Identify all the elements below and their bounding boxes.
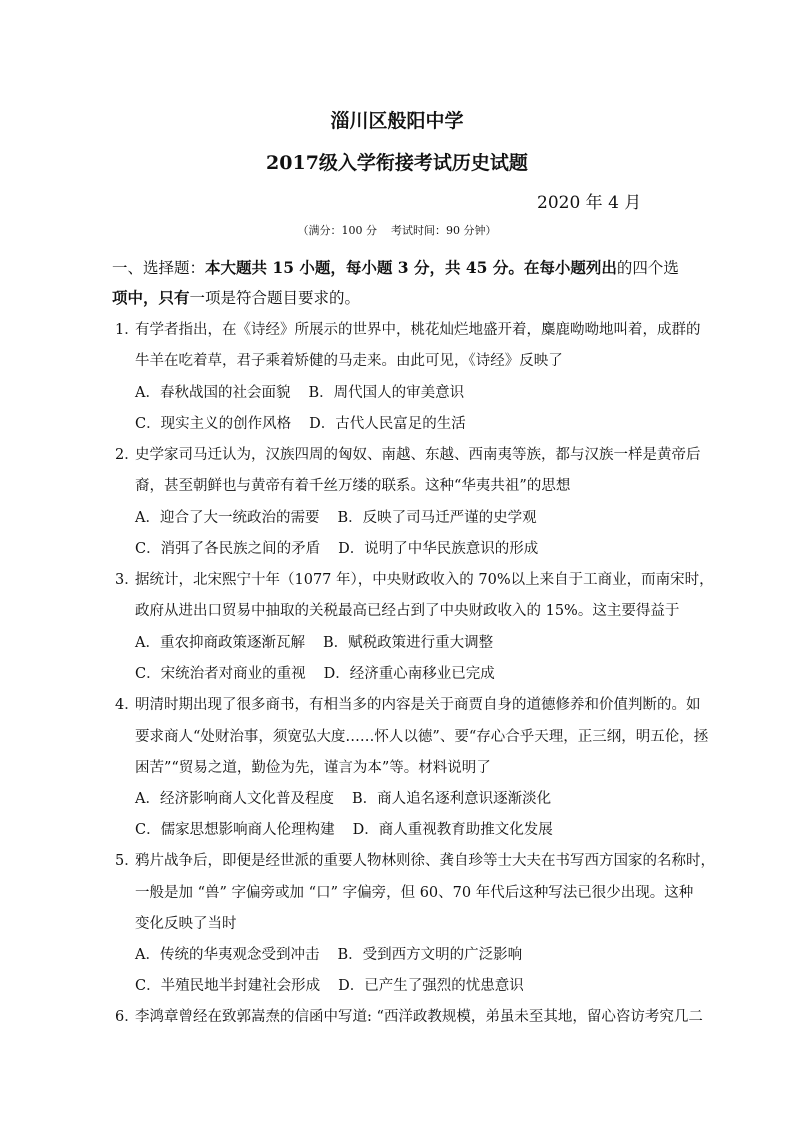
option-c: C．消弭了各民族之间的矛盾 <box>135 541 321 557</box>
option-c: C．宋统治者对商业的重视 <box>135 666 306 682</box>
section-label: 一、选择题： <box>112 259 206 277</box>
question-3-options-row-2 <box>135 662 495 683</box>
option-a: A．经济影响商人文化普及程度 <box>135 791 334 807</box>
option-b: B．周代国人的审美意识 <box>308 385 465 401</box>
question-2-options-row-1 <box>135 506 537 527</box>
question-text: 有学者指出，在《诗经》所展示的世界中，桃花灿烂地盛开着，麋鹿呦呦地叫着，成群的 <box>135 322 701 338</box>
option-c: C．儒家思想影响商人伦理构建 <box>135 822 335 838</box>
option-a: A．春秋战国的社会面貌 <box>135 385 291 401</box>
question-number: 6． <box>115 1009 139 1025</box>
question-1-options-row-2 <box>135 412 466 433</box>
question-6-line-1 <box>115 1005 703 1026</box>
option-b: B．赋税政策进行重大调整 <box>322 635 494 651</box>
question-1-line-2: 牛羊在吃着草，君子乘着矫健的马走来。由此可见，《诗经》反映了 <box>135 353 563 369</box>
option-a: A．传统的华夷观念受到冲击 <box>135 947 320 963</box>
question-5-line-3: 变化反映了当时 <box>135 916 237 932</box>
question-number: 1． <box>115 322 139 338</box>
section-instructions: 的四个选 <box>616 259 679 277</box>
option-d: D．古代人民富足的生活 <box>309 416 466 432</box>
question-number: 3． <box>115 572 139 588</box>
exam-date: 2020 年 4 月 <box>537 193 642 213</box>
option-d: D．经济重心南移业已完成 <box>323 666 495 682</box>
option-a: A．迎合了大一统政治的需要 <box>135 510 320 526</box>
option-c: C．现实主义的创作风格 <box>135 416 292 432</box>
question-text: 明清时期出现了很多商书，有相当多的内容是关于商贾自身的道德修养和价值判断的。如 <box>135 697 701 713</box>
question-4-options-row-2 <box>135 818 553 839</box>
option-b: B．反映了司马迁严谨的史学观 <box>337 510 537 526</box>
option-d: D．商人重视教育助推文化发展 <box>352 822 553 838</box>
question-number: 2． <box>115 447 139 463</box>
question-2-options-row-2 <box>135 537 538 558</box>
option-b: B．受到西方文明的广泛影响 <box>337 947 523 963</box>
option-d: D．说明了中华民族意识的形成 <box>338 541 539 557</box>
section-instructions-bold: 本大题共 15 小题，每小题 3 分，共 45 分。在每小题列出 <box>205 258 617 277</box>
question-2-line-1 <box>115 443 701 464</box>
question-3-line-1 <box>115 568 714 589</box>
option-d: D．已产生了强烈的忧患意识 <box>338 978 524 994</box>
section-instructions-bold-2: 项中，只有 <box>112 288 190 307</box>
question-text: 鸦片战争后，即便是经世派的重要人物林则徐、龚自珍等士大夫在书写西方国家的名称时， <box>135 853 715 869</box>
option-b: B．商人追名逐利意识逐渐淡化 <box>351 791 552 807</box>
question-5-options-row-1 <box>135 943 522 964</box>
question-text: 史学家司马迁认为，汉族四周的匈奴、南越、东越、西南夷等族，都与汉族一样是黄帝后 <box>135 447 701 463</box>
question-3-line-2: 政府从进出口贸易中抽取的关税最高已经占到了中央财政收入的 15%。这主要得益于 <box>135 603 680 619</box>
question-3-options-row-1 <box>135 631 493 652</box>
option-a: A．重农抑商政策逐渐瓦解 <box>135 635 305 651</box>
option-c: C．半殖民地半封建社会形成 <box>135 978 321 994</box>
question-4-line-3: 困苦”“贸易之道，勤俭为先，谨言为本”等。材料说明了 <box>135 760 491 776</box>
question-text: 李鸿章曾经在致郭嵩焘的信函中写道: “西洋政教规模，弟虽未至其地，留心咨访考究几二 <box>135 1009 703 1025</box>
section-heading-line-1 <box>112 256 679 278</box>
question-5-line-2: 一般是加 “兽” 字偏旁或加 “口” 字偏旁，但 60、70 年代后这种写法已很少出现。这种 <box>135 885 694 901</box>
question-text: 据统计，北宋熙宁十年（1077 年），中央财政收入的 70%以上来自于工商业，而南宋时， <box>135 572 714 588</box>
question-1-options-row-1 <box>135 381 464 402</box>
section-heading-line-2 <box>112 286 360 308</box>
question-5-line-1 <box>115 849 715 870</box>
question-2-line-2: 裔，甚至朝鲜也与黄帝有着千丝万缕的联系。这种“华夷共祖”的思想 <box>135 478 571 494</box>
school-name: 淄川区般阳中学 <box>330 110 464 132</box>
question-4-line-1 <box>115 693 701 714</box>
question-4-options-row-1 <box>135 787 551 808</box>
question-number: 5． <box>115 853 139 869</box>
question-5-options-row-2 <box>135 974 524 995</box>
question-1-line-1 <box>115 318 701 339</box>
section-instructions-2: 一项是符合题目要求的。 <box>189 289 361 307</box>
exam-title: 2017级入学衔接考试历史试题 <box>266 152 528 174</box>
score-info: （满分：100 分 考试时间：90 分钟） <box>297 224 497 237</box>
question-number: 4． <box>115 697 139 713</box>
question-4-line-2: 要求商人“处财治事，须宽弘大度……怀人以德”、要“存心合乎天理，正三纲，明五伦，拯 <box>135 729 709 745</box>
